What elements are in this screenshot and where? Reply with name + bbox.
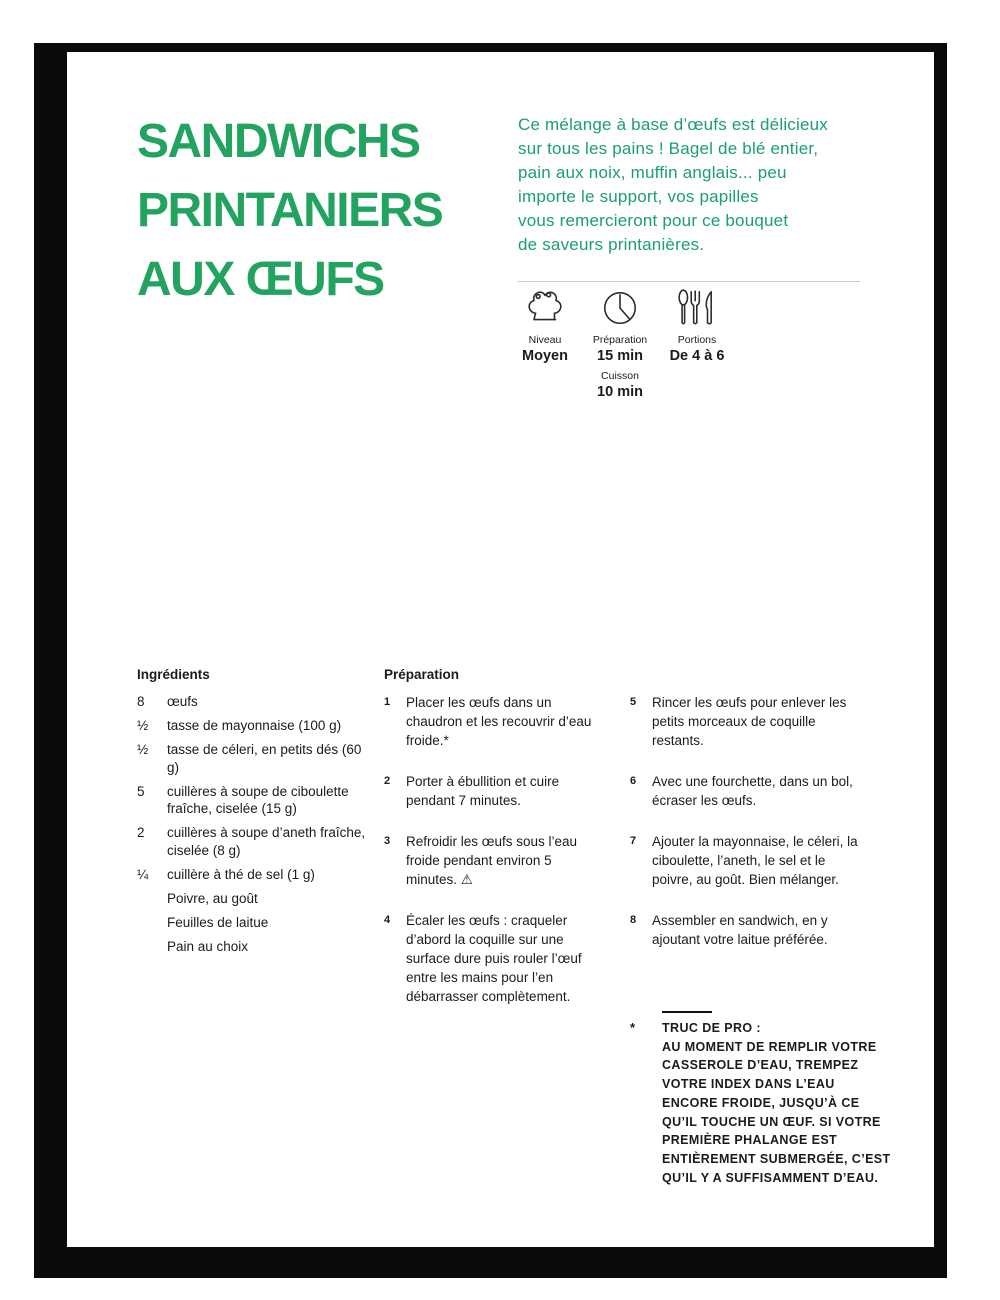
meta-cuisson bbox=[574, 366, 666, 400]
meta-divider bbox=[518, 281, 860, 282]
pro-tip-line: QU’IL TOUCHE UN ŒUF. SI VOTRE bbox=[662, 1114, 881, 1129]
recipe-intro bbox=[518, 113, 878, 257]
ingredient-qty: 8 bbox=[137, 694, 145, 709]
step-number: 1 bbox=[384, 696, 391, 708]
preparation-heading: Préparation bbox=[384, 667, 460, 682]
ingredient-text: cuillère à thé de sel (1 g) bbox=[167, 866, 315, 882]
footnote-marker: * bbox=[630, 1020, 636, 1035]
intro-line: Ce mélange à base d’œufs est délicieux bbox=[518, 115, 828, 134]
pro-tip-line: PREMIÈRE PHALANGE EST bbox=[662, 1133, 838, 1148]
ingredient-text: Feuilles de laitue bbox=[167, 914, 269, 930]
ingredient-item bbox=[137, 890, 369, 908]
ingredient-item bbox=[137, 693, 369, 711]
pro-tip-line: QU’IL Y A SUFFISAMMENT D’EAU. bbox=[662, 1170, 879, 1185]
step-item bbox=[384, 772, 596, 810]
intro-line: de saveurs printanières. bbox=[518, 235, 705, 254]
step-item bbox=[630, 772, 863, 810]
ingredient-item bbox=[137, 914, 369, 932]
step-item bbox=[384, 911, 596, 1006]
pro-tip-line: TRUC DE PRO : bbox=[662, 1021, 761, 1035]
step-text: Refroidir les œufs sous l’eau froide pendant environ 5 minutes. ⚠ bbox=[406, 834, 578, 887]
step-text: Ajouter la mayonnaise, le céleri, la ciboulette, l’aneth, le sel et le poivre, au goût. Bien mélanger. bbox=[652, 834, 858, 887]
step-text: Porter à ébullition et cuire pendant 7 minutes. bbox=[406, 774, 560, 808]
preparation-label: Préparation bbox=[592, 334, 648, 346]
utensils-icon bbox=[651, 286, 743, 330]
step-text: Assembler en sandwich, en y ajoutant votre laitue préférée. bbox=[652, 913, 828, 947]
step-number: 5 bbox=[630, 696, 637, 708]
intro-line: pain aux noix, muffin anglais... peu bbox=[518, 163, 787, 182]
ingredient-item bbox=[137, 938, 369, 956]
portions-label: Portions bbox=[677, 334, 717, 346]
ingredient-text: Poivre, au goût bbox=[167, 890, 258, 906]
ingredients-heading: Ingrédients bbox=[137, 667, 210, 682]
ingredient-text: tasse de céleri, en petits dés (60 g) bbox=[167, 742, 362, 775]
cuisson-label: Cuisson bbox=[601, 370, 639, 382]
portions-value: De 4 à 6 bbox=[669, 348, 725, 364]
intro-line: vous remercieront pour ce bouquet bbox=[518, 211, 789, 230]
ingredient-text: Pain au choix bbox=[167, 938, 249, 954]
ingredient-text: tasse de mayonnaise (100 g) bbox=[167, 718, 342, 733]
ingredient-qty: ½ bbox=[137, 742, 149, 757]
pro-tip-note bbox=[662, 1019, 902, 1187]
niveau-label: Niveau bbox=[528, 334, 562, 346]
footnote-divider bbox=[662, 1011, 712, 1013]
ingredient-item bbox=[137, 783, 369, 818]
step-number: 3 bbox=[384, 835, 391, 847]
page-frame bbox=[34, 43, 947, 1278]
step-text: Placer les œufs dans un chaudron et les recouvrir d’eau froide.* bbox=[406, 695, 592, 748]
ingredient-qty: 5 bbox=[137, 783, 145, 799]
step-item bbox=[384, 693, 596, 750]
ingredient-item bbox=[137, 824, 369, 859]
ingredients-list bbox=[137, 693, 369, 962]
step-number: 6 bbox=[630, 775, 637, 787]
step-text: Avec une fourchette, dans un bol, écraser les œufs. bbox=[652, 774, 853, 808]
step-text: Écaler les œufs : craqueler d’abord la coquille sur une surface dure puis rouler l’œuf entre les mains pour l’en débarrasser complètement. bbox=[406, 913, 582, 1004]
pro-tip-line: CASSEROLE D’EAU, TREMPEZ bbox=[662, 1058, 859, 1073]
ingredient-qty: ¼ bbox=[137, 866, 149, 882]
intro-line: importe le support, vos papilles bbox=[518, 187, 759, 206]
step-item bbox=[630, 693, 863, 750]
pro-tip-line: ENCORE FROIDE, JUSQU’À CE bbox=[662, 1095, 860, 1110]
ingredient-qty bbox=[137, 890, 167, 908]
ingredient-qty: 2 bbox=[137, 825, 145, 840]
niveau-value: Moyen bbox=[522, 348, 568, 364]
step-item bbox=[630, 832, 863, 889]
ingredient-text: œufs bbox=[167, 694, 198, 709]
recipe-page bbox=[67, 52, 934, 1247]
preparation-steps-col1 bbox=[384, 693, 596, 1028]
pro-tip-line: VOTRE INDEX DANS L’EAU bbox=[662, 1077, 835, 1092]
pro-tip-line: AU MOMENT DE REMPLIR VOTRE bbox=[662, 1039, 877, 1054]
pro-tip-line: ENTIÈREMENT SUBMERGÉE, C’EST bbox=[662, 1151, 891, 1166]
recipe-title bbox=[137, 107, 442, 314]
step-text: Rincer les œufs pour enlever les petits morceaux de coquille restants. bbox=[652, 695, 847, 748]
step-item bbox=[384, 832, 596, 889]
ingredient-qty bbox=[137, 938, 167, 956]
ingredient-qty bbox=[137, 914, 167, 932]
ingredient-qty: ½ bbox=[137, 718, 149, 733]
ingredient-item bbox=[137, 866, 369, 884]
preparation-steps-col2 bbox=[630, 693, 863, 971]
recipe-title-line: AUX ŒUFS bbox=[137, 253, 384, 306]
ingredient-text: cuillères à soupe de ciboulette fraîche, ciselée (15 g) bbox=[167, 783, 349, 816]
recipe-title-line: SANDWICHS bbox=[137, 115, 420, 168]
intro-line: sur tous les pains ! Bagel de blé entier, bbox=[518, 139, 819, 158]
ingredient-item bbox=[137, 717, 369, 735]
cuisson-value: 10 min bbox=[597, 384, 643, 400]
meta-portions bbox=[651, 286, 743, 364]
step-number: 4 bbox=[384, 914, 391, 926]
recipe-title-line: PRINTANIERS bbox=[137, 184, 443, 237]
preparation-value: 15 min bbox=[597, 348, 643, 364]
step-number: 2 bbox=[384, 775, 391, 787]
step-item bbox=[630, 911, 863, 949]
ingredient-item bbox=[137, 741, 369, 776]
step-number: 7 bbox=[630, 835, 637, 847]
step-number: 8 bbox=[630, 914, 637, 926]
ingredient-text: cuillères à soupe d’aneth fraîche, ciselée (8 g) bbox=[167, 825, 366, 858]
